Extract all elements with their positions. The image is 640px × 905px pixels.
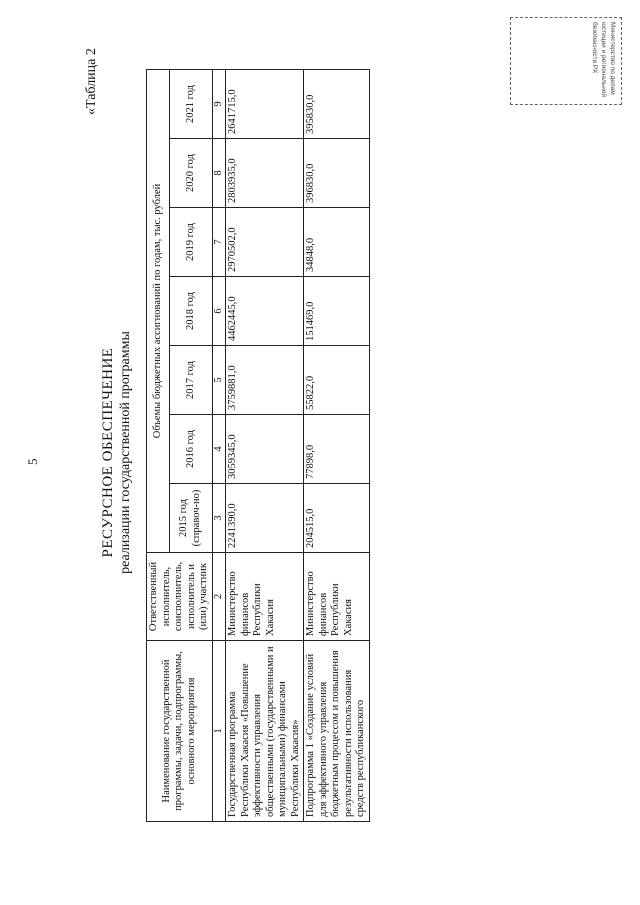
- row-value: 55822,0: [304, 346, 370, 415]
- row-name: Государственная программа Республики Хакасия «Повышение эффективности управления общественными (государственными и муниципальными) финансами Республики Хакасия»: [226, 641, 304, 822]
- row-name: Подпрограмма 1 «Создание условий для эффективного управления бюджетным процессом и повышения результативности использования средств республиканского: [304, 641, 370, 822]
- table-number: «Таблица 2: [84, 48, 99, 115]
- header-year: 2020 год: [170, 139, 212, 208]
- row-value: 204515,0: [304, 484, 370, 553]
- header-year: 2017 год: [170, 346, 212, 415]
- column-number: 7: [212, 208, 226, 277]
- column-number: 9: [212, 70, 226, 139]
- header-year: 2015 год (справоч-но): [170, 484, 212, 553]
- column-number: 8: [212, 139, 226, 208]
- row-executor: Министерство финансов Республики Хакасия: [304, 553, 370, 641]
- row-value: 4462445,0: [226, 277, 304, 346]
- row-value: 2241390,0: [226, 484, 304, 553]
- row-value: 2641715,0: [226, 70, 304, 139]
- row-value: 77898,0: [304, 415, 370, 484]
- header-year: 2016 год: [170, 415, 212, 484]
- column-number: 6: [212, 277, 226, 346]
- table-row: [226, 70, 304, 822]
- row-value: 34848,0: [304, 208, 370, 277]
- row-value: 395830,0: [304, 70, 370, 139]
- header-year: 2021 год: [170, 70, 212, 139]
- row-value: 3759881,0: [226, 346, 304, 415]
- resource-table: [146, 69, 370, 822]
- table-row: [304, 70, 370, 822]
- header-budget-group: Объемы бюджетных ассигнований по годам, тыс. рублей: [147, 70, 170, 553]
- header-name: Наименование государственной программы, задачи, подпрограммы, основного мероприятия: [147, 641, 213, 822]
- row-value: 2803935,0: [226, 139, 304, 208]
- column-number: 5: [212, 346, 226, 415]
- stamp-line: юстиции и региональной: [600, 22, 607, 98]
- column-number: 4: [212, 415, 226, 484]
- stamp-line: безопасности РХ: [591, 22, 598, 74]
- document-subtitle: реализации государственной программы: [118, 331, 133, 574]
- column-number: 2: [212, 553, 226, 641]
- document-title: РЕСУРСНОЕ ОБЕСПЕЧЕНИЕ: [100, 347, 116, 558]
- header-year: 2019 год: [170, 208, 212, 277]
- row-value: 151469,0: [304, 277, 370, 346]
- registration-stamp: [510, 17, 622, 105]
- header-executor: Ответственный исполнитель, соисполнитель, исполнитель и (или) участник: [147, 553, 213, 641]
- row-value: 396830,0: [304, 139, 370, 208]
- page-number: 5: [25, 458, 40, 465]
- column-numbers-row: [212, 70, 226, 822]
- column-number: 1: [212, 641, 226, 822]
- header-year: 2018 год: [170, 277, 212, 346]
- row-executor: Министерство финансов Республики Хакасия: [226, 553, 304, 641]
- header-row: [147, 70, 170, 822]
- row-value: 2970502,0: [226, 208, 304, 277]
- column-number: 3: [212, 484, 226, 553]
- stamp-line: Министерство по делам: [609, 22, 616, 95]
- row-value: 3059345,0: [226, 415, 304, 484]
